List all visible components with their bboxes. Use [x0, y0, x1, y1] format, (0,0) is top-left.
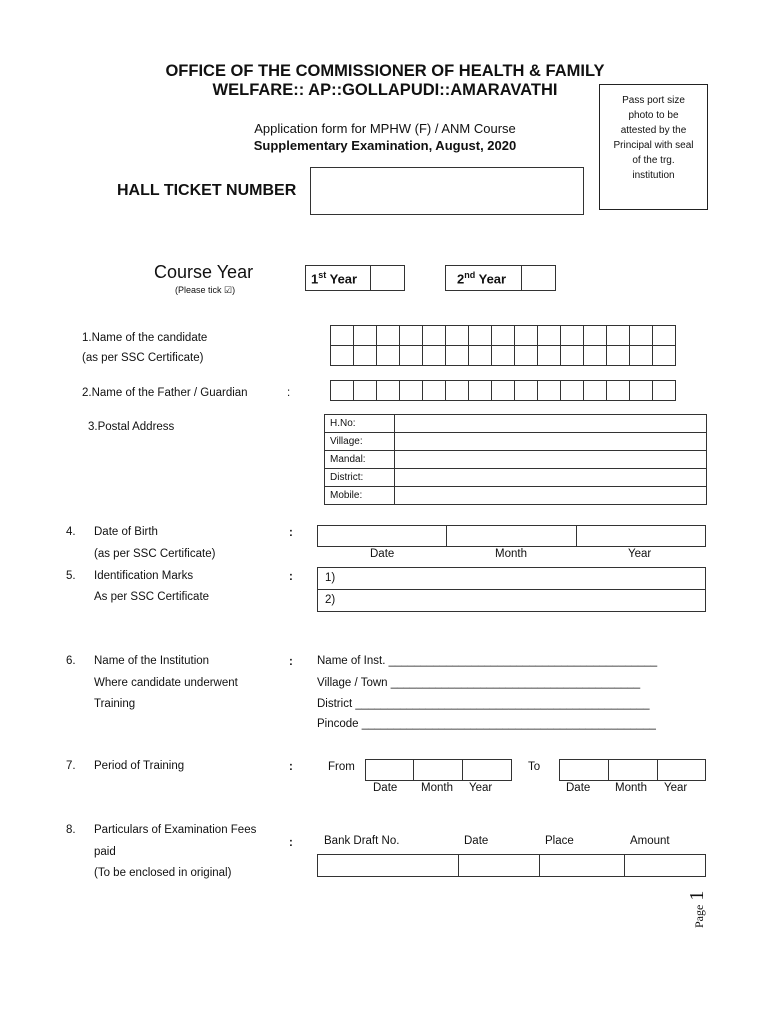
id-number: 5.	[66, 570, 76, 582]
dob-note: (as per SSC Certificate)	[94, 548, 216, 560]
course-year-hint: (Please tick ☑)	[175, 285, 236, 295]
inst-colon: :	[289, 656, 293, 668]
from-year-caption: Year	[469, 782, 493, 794]
candidate-name-grid[interactable]	[330, 325, 676, 366]
id-label: Identification Marks	[94, 570, 194, 582]
photo-note-6: institution	[632, 170, 675, 181]
fees-place-input[interactable]	[539, 854, 625, 877]
dob-year-input[interactable]	[576, 525, 706, 547]
from-label: From	[328, 761, 355, 773]
address-table[interactable]	[324, 414, 707, 505]
first-year-label	[311, 270, 357, 286]
fees-col-amount: Amount	[630, 835, 670, 847]
first-year-option[interactable]	[305, 265, 405, 291]
to-month-input[interactable]	[608, 759, 658, 781]
office-title-line1: OFFICE OF THE COMMISSIONER OF HEALTH & FAMILY	[165, 62, 605, 80]
fees-col-date: Date	[464, 835, 489, 847]
hall-ticket-label: HALL TICKET NUMBER	[117, 182, 297, 199]
first-year-suffix: st	[318, 270, 327, 280]
dob-month-caption: Month	[495, 548, 527, 560]
id-colon: :	[289, 571, 293, 583]
father-name-label: 2.Name of the Father / Guardian	[82, 387, 248, 399]
id-marks-box[interactable]	[317, 567, 706, 612]
fees-draft-input[interactable]	[317, 854, 459, 877]
dob-number: 4.	[66, 526, 76, 538]
page-word: Page	[692, 904, 706, 928]
from-date-input[interactable]	[365, 759, 414, 781]
inst-district-field[interactable]: District ______________________________________________	[317, 698, 650, 710]
fees-col-draft: Bank Draft No.	[324, 835, 400, 847]
office-title-line2: WELFARE:: AP::GOLLAPUDI::AMARAVATHI	[212, 81, 558, 99]
inst-note-1: Where candidate underwent	[94, 677, 238, 689]
fees-label: Particulars of Examination Fees	[94, 824, 257, 836]
second-year-suffix: nd	[464, 270, 476, 280]
candidate-name-label: 1.Name of the candidate	[82, 332, 208, 344]
address-mandal: Mandal:	[325, 451, 395, 469]
photo-note-1: Pass port size	[622, 95, 685, 106]
dob-month-input[interactable]	[446, 525, 577, 547]
fees-note: (To be enclosed in original)	[94, 867, 232, 879]
second-year-checkbox[interactable]	[521, 265, 557, 291]
id-divider	[318, 589, 705, 590]
from-year-input[interactable]	[462, 759, 512, 781]
second-year-word: Year	[475, 271, 507, 287]
fees-number: 8.	[66, 824, 76, 836]
from-month-caption: Month	[421, 782, 453, 794]
first-year-checkbox[interactable]	[370, 265, 406, 291]
first-year-word: Year	[326, 271, 358, 287]
period-number: 7.	[66, 760, 76, 772]
address-hno: H.No:	[325, 415, 395, 433]
address-district: District:	[325, 469, 395, 487]
id-mark-2: 2)	[325, 594, 336, 606]
photo-box[interactable]	[599, 84, 708, 210]
second-year-number: 2	[457, 271, 465, 287]
second-year-label	[457, 270, 506, 286]
address-hno-input[interactable]	[395, 415, 707, 433]
first-year-number: 1	[311, 271, 319, 287]
to-year-input[interactable]	[657, 759, 706, 781]
inst-name-field[interactable]: Name of Inst. __________________________________________	[317, 655, 658, 667]
page-number: 1	[686, 890, 708, 901]
to-month-caption: Month	[615, 782, 647, 794]
inst-number: 6.	[66, 655, 76, 667]
dob-label: Date of Birth	[94, 526, 158, 538]
dob-colon: :	[289, 527, 293, 539]
inst-pincode-field[interactable]: Pincode ______________________________________________	[317, 718, 656, 730]
address-mandal-input[interactable]	[395, 451, 707, 469]
father-name-grid[interactable]	[330, 380, 676, 401]
address-district-input[interactable]	[395, 469, 707, 487]
id-note: As per SSC Certificate	[94, 591, 210, 603]
page-indicator	[686, 891, 709, 928]
father-colon: :	[287, 387, 291, 399]
from-month-input[interactable]	[413, 759, 463, 781]
inst-note-2: Training	[94, 698, 136, 710]
hall-ticket-input[interactable]	[310, 167, 584, 215]
dob-date-input[interactable]	[317, 525, 447, 547]
second-year-option[interactable]	[445, 265, 556, 291]
exam-title: Supplementary Examination, August, 2020	[253, 138, 517, 153]
dob-year-caption: Year	[628, 548, 652, 560]
photo-note-4: Principal with seal	[613, 140, 694, 151]
period-label: Period of Training	[94, 760, 185, 772]
to-date-input[interactable]	[559, 759, 609, 781]
to-year-caption: Year	[664, 782, 688, 794]
course-year-label: Course Year	[154, 262, 254, 282]
period-colon: :	[289, 761, 293, 773]
fees-date-input[interactable]	[458, 854, 540, 877]
address-mobile-input[interactable]	[395, 487, 707, 505]
fees-col-place: Place	[545, 835, 574, 847]
inst-label: Name of the Institution	[94, 655, 210, 667]
from-date-caption: Date	[373, 782, 398, 794]
form-subtitle: Application form for MPHW (F) / ANM Course	[254, 121, 516, 136]
fees-amount-input[interactable]	[624, 854, 706, 877]
candidate-name-note: (as per SSC Certificate)	[82, 352, 204, 364]
address-village-input[interactable]	[395, 433, 707, 451]
fees-colon: :	[289, 837, 293, 849]
inst-village-field[interactable]: Village / Town _______________________________________	[317, 677, 641, 689]
to-date-caption: Date	[566, 782, 591, 794]
photo-note-5: of the trg.	[632, 155, 675, 166]
address-village: Village:	[325, 433, 395, 451]
fees-label-2: paid	[94, 846, 116, 858]
photo-note-2: photo to be	[628, 110, 679, 121]
to-label: To	[528, 761, 541, 773]
id-mark-1: 1)	[325, 572, 336, 584]
address-label: 3.Postal Address	[88, 421, 175, 433]
address-mobile: Mobile:	[325, 487, 395, 505]
photo-note-3: attested by the	[620, 125, 687, 136]
dob-date-caption: Date	[370, 548, 395, 560]
